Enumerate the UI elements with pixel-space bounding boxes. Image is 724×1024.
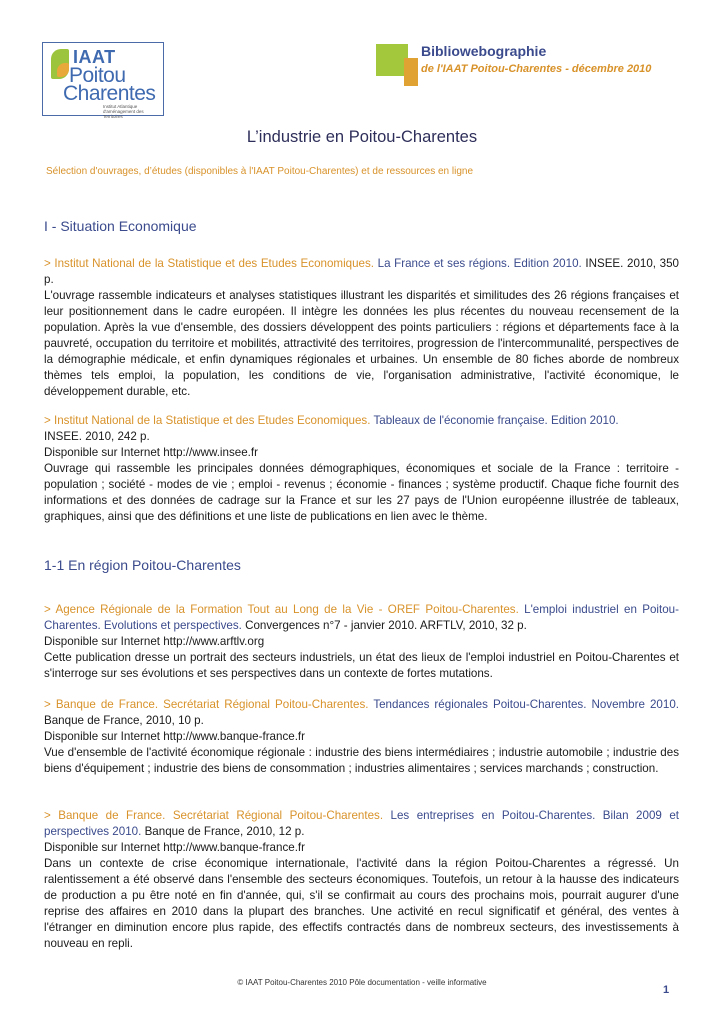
entry-citation: Banque de France, 2010, 12 p.	[144, 825, 305, 838]
entry-availability-link[interactable]: Disponible sur Internet http://www.banque-france.fr	[44, 730, 305, 743]
bibliography-entry	[44, 602, 679, 682]
entry-citation: Banque de France, 2010, 10 p.	[44, 714, 204, 727]
page-number: 1	[663, 984, 670, 996]
entry-availability-link[interactable]: Disponible sur Internet http://www.insee.fr	[44, 446, 258, 459]
entry-source: > Institut National de la Statistique et des Etudes Economiques.	[44, 257, 375, 270]
header-title: Bibliowebographie	[421, 43, 547, 59]
entry-availability-link[interactable]: Disponible sur Internet http://www.banque-france.fr	[44, 841, 305, 854]
entry-citation: INSEE. 2010, 242 p.	[44, 430, 150, 443]
entry-description: L'ouvrage rassemble indicateurs et analyses statistiques illustrant les disparités et similitudes des 26 régions françaises et leur positionnement dans le cadre européen. Il intègre les données les plus récentes du nouveau recensement de la population. Après la vue d'ensemble, des dossiers développent des points particuliers : régions et départements face à la pauvreté, occupation du territoire et mobilités, attractivité des territoires, progression de l'intercommunalité, perspectives de la démographie médicale, et enfin dynamiques régionales et urbaines. Un ensemble de 80 fiches aborde de nombreux thèmes tels emploi, la population, les conditions de vie, l'organisation administrative, l'activité économique, le développement durable, etc.	[44, 289, 679, 398]
entry-description: Ouvrage qui rassemble les principales données démographiques, économiques et sociale de la France : territoire - population ; société - modes de vie ; emploi - revenus ; économie - finances ; système productif. Chaque fiche fournit des informations et des données de cadrage sur la France et sur les 27 pays de l'Union européenne illustrée de tableaux, graphiques, ainsi que des définitions et une liste de publications en lien avec le thème.	[44, 462, 679, 523]
page-footer: © IAAT Poitou-Charentes 2010 Pôle documentation - veille informative	[237, 978, 487, 987]
bibliography-entry	[44, 413, 679, 525]
entry-title: Tableaux de l'économie française. Edition 2010.	[373, 414, 619, 427]
section-heading: I - Situation Economique	[44, 218, 197, 234]
entry-description: Vue d'ensemble de l'activité économique régionale : industrie des biens intermédiaires ; industrie automobile ; industrie des biens d'équipement ; industrie des biens de consommation ; industries alimentaires ; services marchands ; construction.	[44, 746, 679, 775]
entry-description: Dans un contexte de crise économique internationale, l'activité dans la région Poitou-Charentes a régressé. Un ralentissement a été observé dans l'ensemble des secteurs économiques. Toutefois, un retour à la hausse des indicateurs de production a pu être noté en fin d'année, qui, s'il se confirmait au cours des prochains mois, pourrait augurer d'une reprise des affaires en 2010 dans la plupart des branches. Une activité en recul significatif et général, des ventes à l'étranger en diminution encore plus rapide, des effectifs contractés dans de nombreux secteurs, des investissements à nouveau en repli.	[44, 857, 679, 950]
entry-description: Cette publication dresse un portrait des secteurs industriels, un état des lieux de l'emploi industriel en Poitou-Charentes et s'interroge sur ses évolutions et ses perspectives dans un contexte de fortes mutations.	[44, 651, 679, 680]
entry-source: > Institut National de la Statistique et des Etudes Economiques.	[44, 414, 371, 427]
document-title: L’industrie en Poitou-Charentes	[246, 128, 478, 146]
entry-title: La France et ses régions. Edition 2010.	[377, 257, 582, 270]
section-heading: 1-1 En région Poitou-Charentes	[44, 557, 241, 573]
logo-text-poitou: Poitou	[69, 64, 126, 87]
logo-tagline: Institut Atlantique d'aménagement des Territoires	[103, 104, 144, 119]
entry-title: Les entreprises en Poitou-Charentes. Bilan 2009 et perspectives 2010.	[44, 809, 679, 838]
logo-text-charentes: Charentes	[63, 82, 156, 105]
entry-availability-link[interactable]: Disponible sur Internet http://www.arftlv.org	[44, 635, 265, 648]
bibliography-entry	[44, 808, 679, 952]
entry-title: L'emploi industriel en Poitou-Charentes. Evolutions et perspectives.	[44, 603, 679, 632]
entry-citation: INSEE. 2010, 350 p.	[44, 257, 679, 286]
entry-citation: Convergences n°7 - janvier 2010. ARFTLV, 2010, 32 p.	[245, 619, 527, 632]
header-subtitle: de l'IAAT Poitou-Charentes - décembre 2010	[421, 63, 652, 75]
intro-text: Sélection d'ouvrages, d’études (disponibles à l'IAAT Poitou-Charentes) et de ressources en ligne	[46, 166, 474, 177]
logo-text-iaat: IAAT	[73, 47, 116, 67]
iaat-logo	[42, 42, 164, 119]
leaf-logo-mark-accent	[57, 63, 69, 77]
entry-source: > Agence Régionale de la Formation Tout au Long de la Vie - OREF Poitou-Charentes.	[44, 603, 519, 616]
entry-source: > Banque de France. Secrétariat Régional Poitou-Charentes.	[44, 809, 384, 822]
bibliography-entry	[44, 256, 679, 400]
header-square-orange	[404, 58, 418, 86]
bibliography-entry	[44, 697, 679, 777]
entry-source: > Banque de France. Secrétariat Régional Poitou-Charentes.	[44, 698, 369, 711]
entry-title: Tendances régionales Poitou-Charentes. Novembre 2010.	[373, 698, 679, 711]
